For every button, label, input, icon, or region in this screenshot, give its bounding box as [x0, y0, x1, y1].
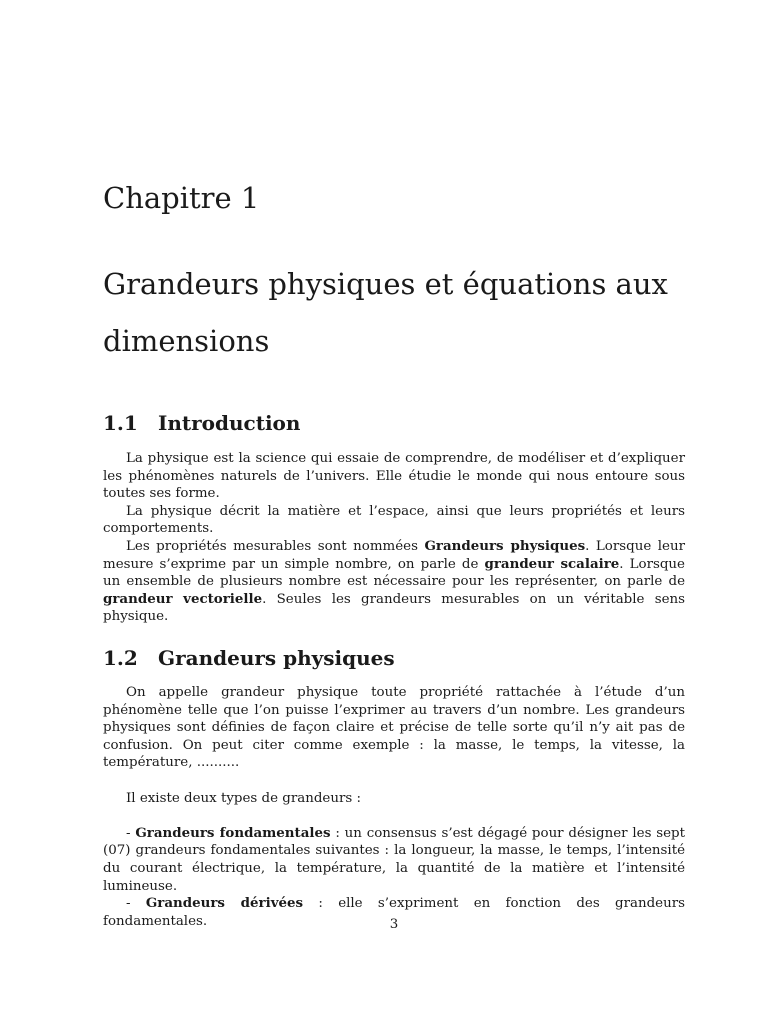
paragraph: La physique décrit la matière et l’espace, ainsi que leurs propriétés et leurs comportements. — [103, 503, 685, 537]
text-run: . Lorsque un ensemble de plusieurs nombre est nécessaire pour les représenter, on parle de — [103, 556, 685, 590]
section-number: 1.1 — [103, 411, 138, 435]
page-number: 3 — [389, 917, 399, 932]
text-run: - — [126, 825, 136, 841]
text-run: . Lorsque leur mesure s’exprime par un simple nombre, on parle de — [103, 538, 685, 572]
bold-term: grandeur vectorielle — [103, 590, 263, 607]
chapter-label: Chapitre 1 — [103, 181, 260, 215]
paragraph: On appelle grandeur physique toute propriété rattachée à l’étude d’un phénomène telle que l’on puisse l’exprimer au travers d’un nombre. Les grandeurs physiques sont définies de façon claire et précise de telle sorte qu’il n’y ait pas de confusion. On peut citer comme exemple : la masse, le temps, la vitesse, la température, .......... — [103, 685, 685, 771]
text-run: - — [126, 896, 146, 912]
bold-term: grandeur scalaire — [484, 555, 620, 572]
section-heading-introduction — [103, 411, 300, 435]
text-run: . Seules les grandeurs mesurables on un véritable sens physique. — [103, 591, 686, 625]
bold-term: Grandeurs physiques — [424, 537, 586, 554]
text-run: : elle s’expriment en fonction des grandeurs fondamentales. — [103, 896, 686, 929]
paragraph — [103, 538, 685, 626]
section-body-introduction — [103, 450, 685, 626]
text-run: Les propriétés mesurables sont nommées — [126, 538, 425, 554]
bold-term: Grandeurs dérivées — [145, 895, 304, 912]
section-title: Introduction — [158, 411, 301, 435]
spacer — [103, 772, 685, 790]
text-run: : un consensus s’est dégagé pour désigner les sept (07) grandeurs fondamentales suivantes : la longueur, la masse, le temps, l’intensité du courant électrique, la température, la quantité de la matière et l’intensité lumineuse. — [103, 825, 685, 894]
list-item — [103, 825, 685, 895]
section-title: Grandeurs physiques — [158, 646, 395, 670]
chapter-title: Grandeurs physiques et équations aux dimensions — [103, 267, 668, 358]
paragraph: Il existe deux types de grandeurs : — [126, 790, 362, 806]
section-heading-grandeurs-physiques — [103, 646, 395, 670]
section-body-grandeurs-physiques — [103, 684, 685, 930]
section-number: 1.2 — [103, 646, 138, 670]
paragraph: La physique est la science qui essaie de comprendre, de modéliser et d’expliquer les phénomènes naturels de l’univers. Elle étudie le monde qui nous entoure sous toutes ses forme. — [103, 451, 685, 502]
spacer — [103, 807, 685, 825]
bold-term: Grandeurs fondamentales — [135, 824, 331, 841]
